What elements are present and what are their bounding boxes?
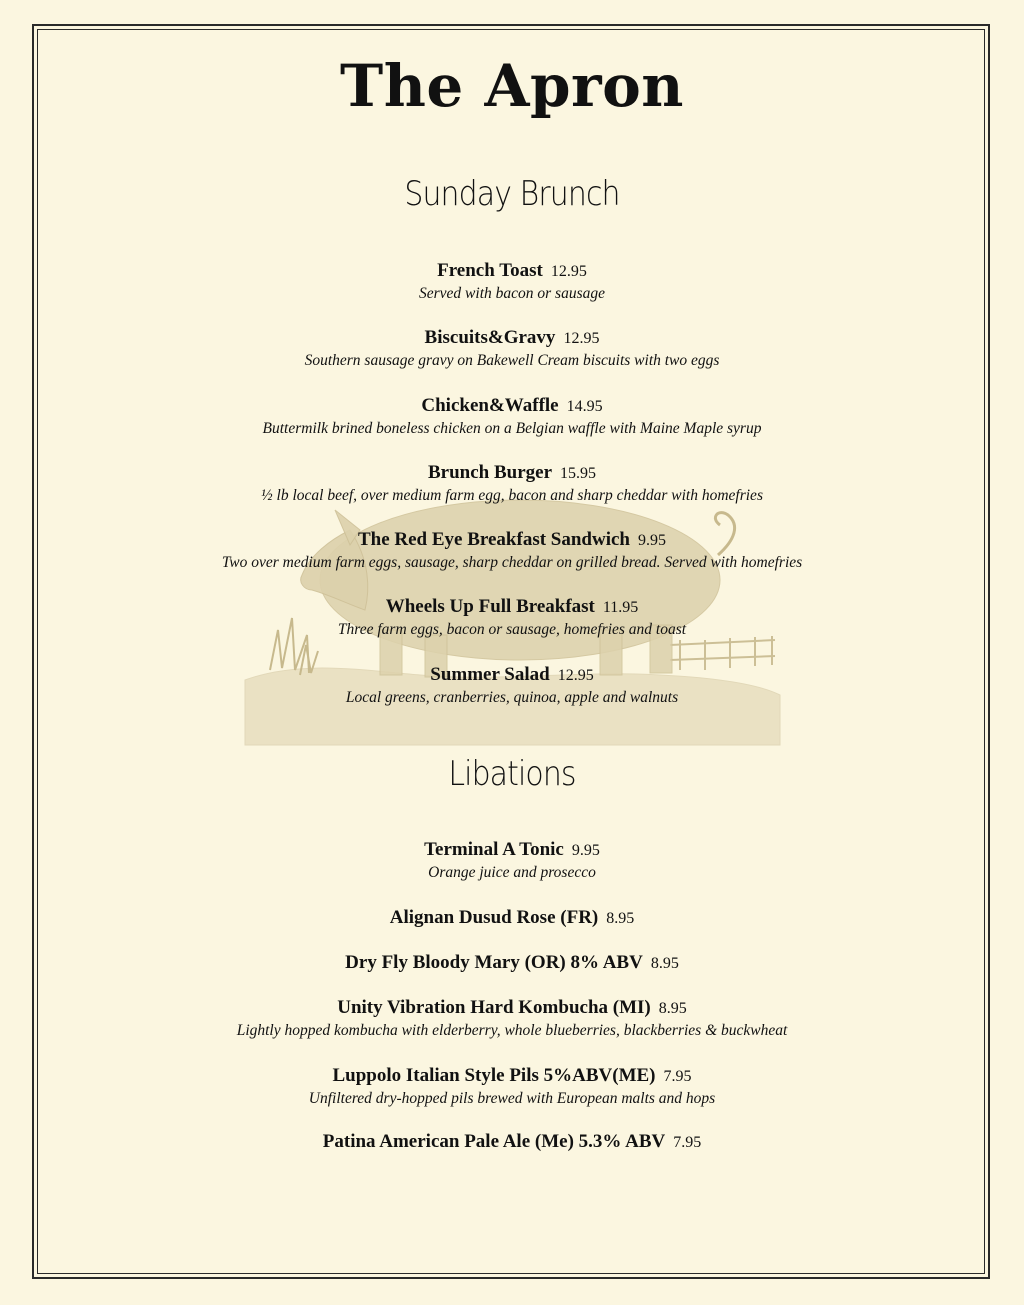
- item-price: 11.95: [602, 599, 639, 616]
- item-name: Summer Salad: [430, 664, 550, 685]
- item-name: Brunch Burger: [427, 462, 553, 483]
- item-name: French Toast: [437, 260, 543, 281]
- item-description: Southern sausage gravy on Bakewell Cream biscuits with two eggs: [304, 352, 720, 369]
- item-name: Wheels Up Full Breakfast: [385, 596, 595, 617]
- item-name: Terminal A Tonic: [424, 839, 564, 860]
- menu-item: [0, 838, 1024, 883]
- item-description: Buttermilk brined boneless chicken on a Belgian waffle with Maine Maple syrup: [262, 420, 762, 437]
- item-price: 9.95: [638, 532, 666, 549]
- menu-item: [0, 528, 1024, 573]
- menu-item: [0, 996, 1024, 1041]
- libations-heading: Libations: [448, 754, 576, 794]
- menu-item: [0, 1130, 1024, 1155]
- menu-item: [0, 394, 1024, 439]
- menu-item: [0, 663, 1024, 708]
- item-name: Luppolo Italian Style Pils 5%ABV(ME): [332, 1065, 656, 1086]
- item-description: Served with bacon or sausage: [419, 285, 605, 302]
- item-description: Local greens, cranberries, quinoa, apple and walnuts: [345, 689, 679, 706]
- item-name: Patina American Pale Ale (Me) 5.3% ABV: [322, 1131, 666, 1152]
- item-price: 15.95: [560, 465, 597, 482]
- menu-item: [0, 951, 1024, 976]
- item-name: Unity Vibration Hard Kombucha (MI): [337, 997, 651, 1018]
- item-name: Dry Fly Bloody Mary (OR) 8% ABV: [345, 952, 643, 973]
- item-price: 8.95: [658, 1000, 687, 1017]
- menu-item: [0, 326, 1024, 371]
- item-price: 9.95: [571, 842, 600, 859]
- menu-item: [0, 595, 1024, 640]
- item-name: Chicken&Waffle: [421, 395, 559, 416]
- item-price: 7.95: [673, 1134, 702, 1151]
- item-description: Two over medium farm eggs, sausage, sharp cheddar on grilled bread. Served with homefries: [221, 554, 803, 571]
- item-description: Three farm eggs, bacon or sausage, homefries and toast: [337, 621, 687, 638]
- item-description: Orange juice and prosecco: [428, 864, 596, 881]
- menu-item: [0, 461, 1024, 506]
- item-description: Lightly hopped kombucha with elderberry, whole blueberries, blackberries & buckwheat: [236, 1022, 788, 1039]
- item-price: 8.95: [650, 955, 679, 972]
- menu-item: [0, 906, 1024, 931]
- menu-item: [0, 259, 1024, 304]
- item-price: 12.95: [557, 667, 594, 684]
- item-description: ½ lb local beef, over medium farm egg, bacon and sharp cheddar with homefries: [261, 487, 763, 504]
- brunch-heading: Sunday Brunch: [404, 174, 620, 214]
- item-price: 7.95: [663, 1068, 692, 1085]
- item-name: Alignan Dusud Rose (FR): [389, 907, 599, 928]
- item-price: 14.95: [566, 398, 603, 415]
- menu-item: [0, 1064, 1024, 1109]
- item-name: Biscuits&Gravy: [424, 327, 556, 348]
- item-price: 12.95: [550, 263, 587, 280]
- restaurant-name: The Apron: [340, 52, 684, 120]
- item-description: Unfiltered dry-hopped pils brewed with European malts and hops: [308, 1090, 716, 1107]
- item-price: 8.95: [606, 910, 635, 927]
- item-name: The Red Eye Breakfast Sandwich: [357, 529, 630, 550]
- item-price: 12.95: [563, 330, 600, 347]
